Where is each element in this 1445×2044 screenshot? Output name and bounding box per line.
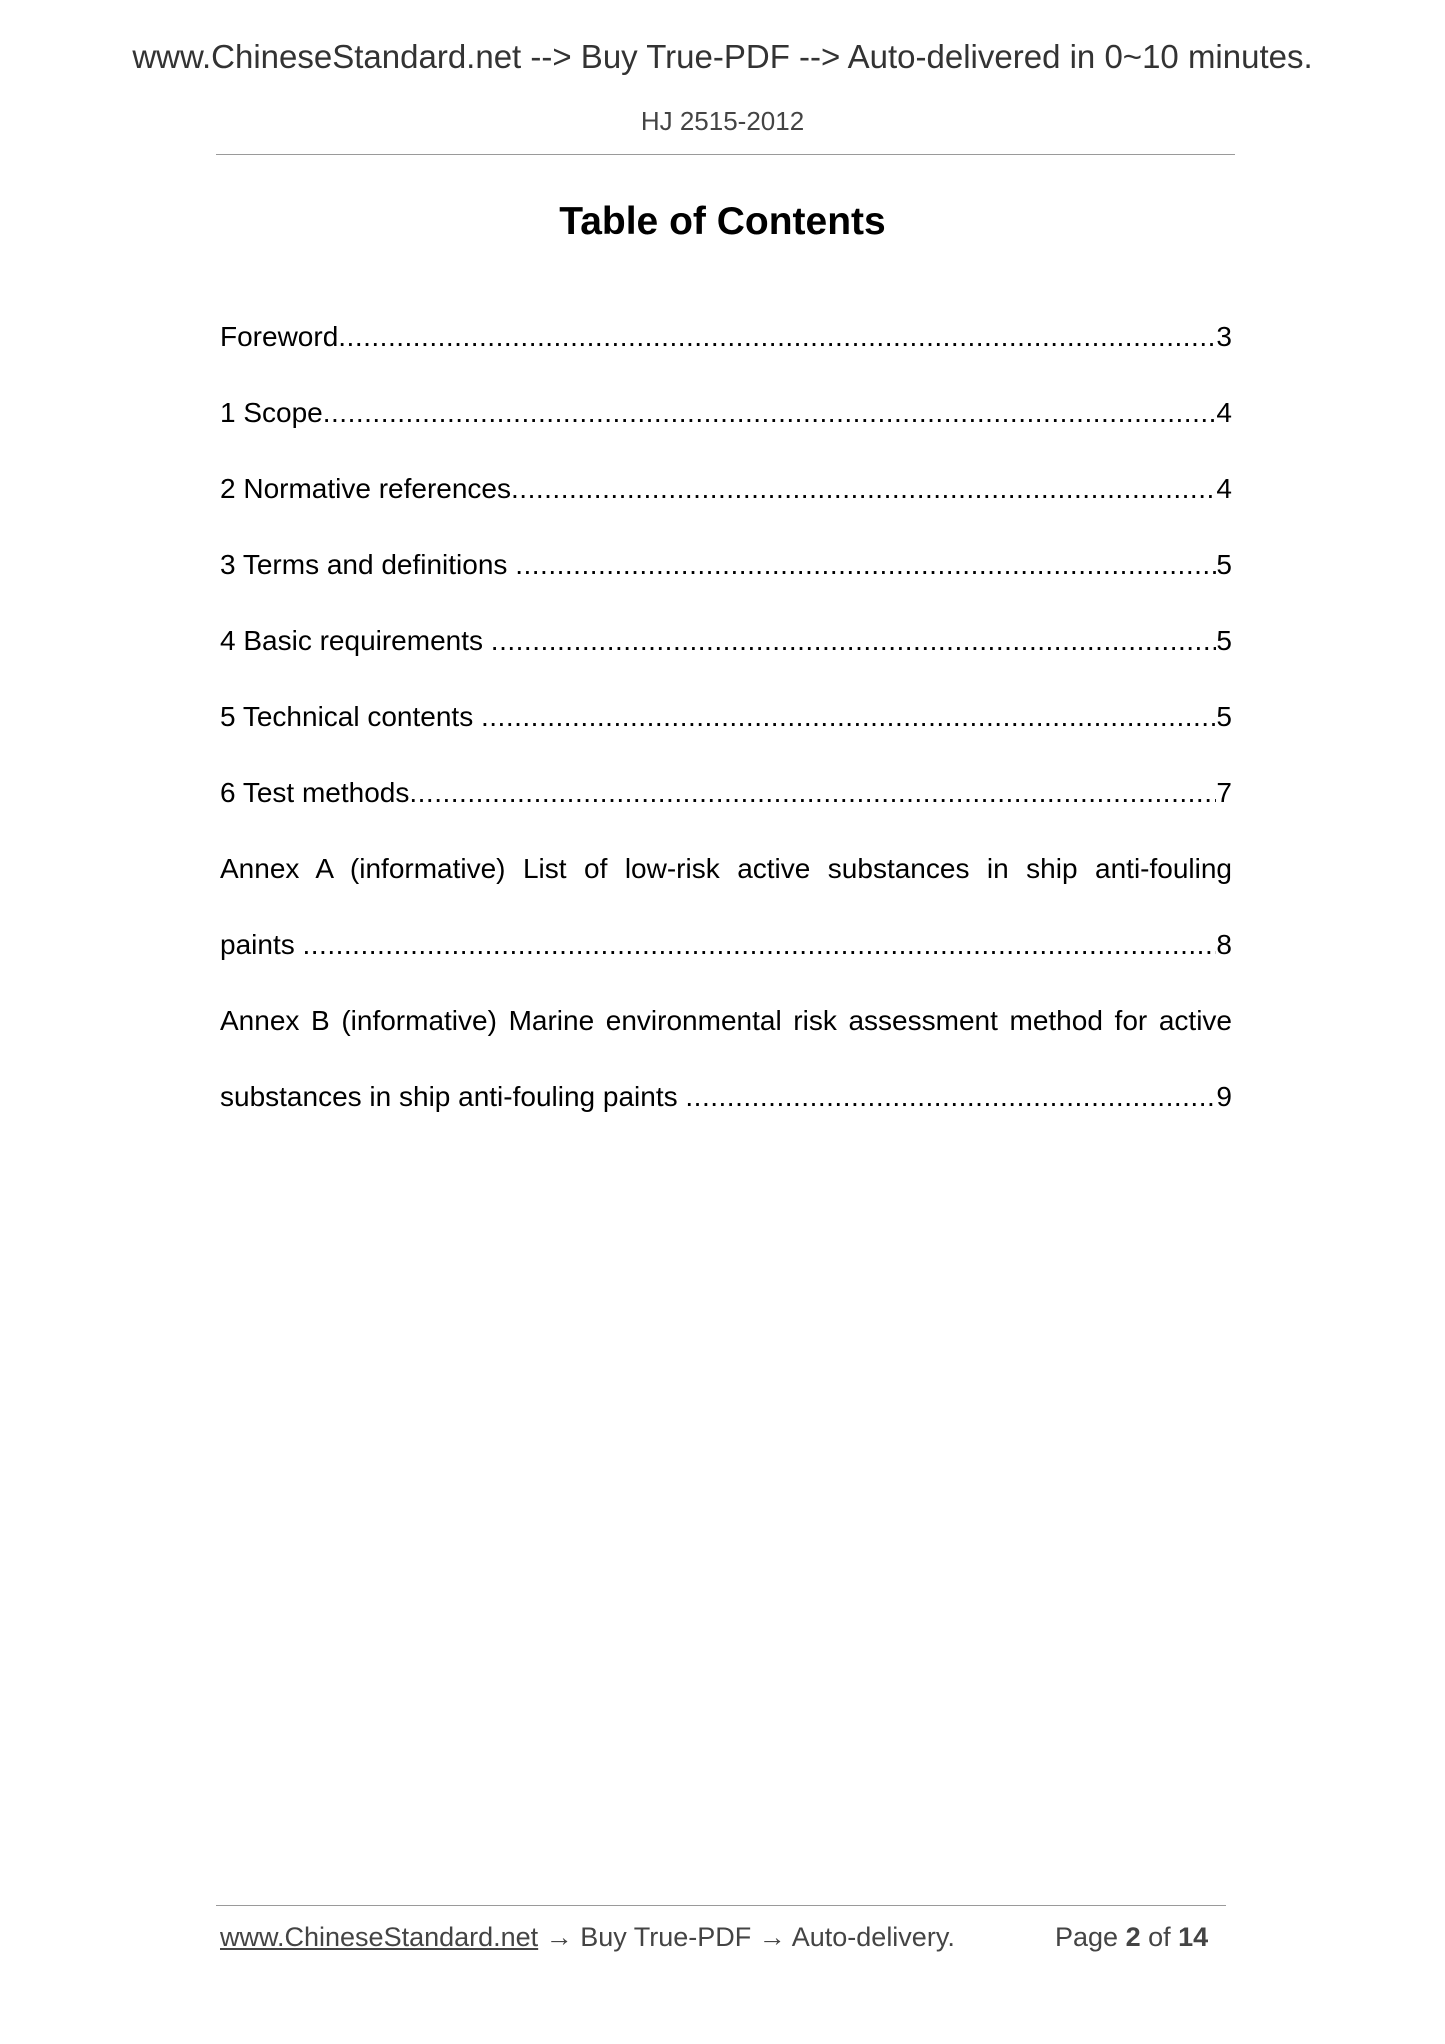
toc-entry-page: 5 [1216, 549, 1232, 580]
toc-entry-page: 7 [1216, 777, 1232, 808]
footer-tagline: → Buy True-PDF → Auto-delivery. [538, 1922, 955, 1952]
table-of-contents [220, 318, 1232, 1154]
toc-entry-annex-b[interactable] [220, 1078, 1232, 1154]
toc-entry-label: substances in ship anti-fouling paints [220, 1081, 686, 1112]
toc-entry-label: Foreword [220, 321, 339, 352]
toc-entry-basic-requirements[interactable] [220, 622, 1232, 698]
dot-leader [409, 774, 1216, 812]
toc-entry-technical-contents[interactable] [220, 698, 1232, 774]
toc-entry-annex-a[interactable] [220, 926, 1232, 1002]
dot-leader [515, 546, 1216, 584]
toc-entry-terms-and-definitions[interactable] [220, 546, 1232, 622]
dot-leader [323, 394, 1217, 432]
header-divider [216, 154, 1235, 155]
toc-entry-label: 3 Terms and definitions [220, 549, 516, 580]
top-banner: www.ChineseStandard.net --> Buy True-PDF --> Auto-delivered in 0~10 minutes. [132, 38, 1313, 75]
toc-entry-test-methods[interactable] [220, 774, 1232, 850]
page-number [1055, 1922, 1208, 1953]
dot-leader [685, 1078, 1216, 1116]
page-current: 2 [1125, 1922, 1141, 1952]
toc-entry-page: 5 [1216, 625, 1232, 656]
document-code: HJ 2515-2012 [640, 106, 805, 136]
toc-entry-page: 5 [1216, 701, 1232, 732]
page-label: Page [1055, 1922, 1126, 1952]
toc-entry-label: 5 Technical contents [220, 701, 481, 732]
footer-divider [216, 1905, 1226, 1906]
toc-entry-label: 4 Basic requirements [220, 625, 491, 656]
dot-leader [491, 622, 1217, 660]
toc-entry-label: paints [220, 929, 303, 960]
dot-leader [303, 926, 1217, 964]
footer-promo [220, 1922, 955, 1953]
toc-entry-page: 8 [1216, 929, 1232, 960]
page-total: 14 [1178, 1922, 1209, 1952]
dot-leader [481, 698, 1216, 736]
toc-entry-scope[interactable] [220, 394, 1232, 470]
toc-entry-foreword[interactable] [220, 318, 1232, 394]
toc-entry-page: 9 [1216, 1081, 1232, 1112]
dot-leader [511, 470, 1216, 508]
toc-entry-page: 4 [1216, 473, 1232, 504]
toc-entry-page: 4 [1216, 397, 1232, 428]
page-title: Table of Contents [559, 200, 886, 243]
footer-site-link[interactable]: www.ChineseStandard.net [220, 1922, 539, 1952]
toc-entry-normative-references[interactable] [220, 470, 1232, 546]
toc-entry-label: 1 Scope [220, 397, 323, 428]
dot-leader [338, 318, 1216, 356]
toc-entry-label: 6 Test methods [220, 777, 410, 808]
page-of: of [1140, 1922, 1179, 1952]
toc-entry-annex-a-line1[interactable]: Annex A (informative) List of low-risk active substances in ship anti-fouling [220, 853, 1232, 884]
toc-entry-annex-b-line1[interactable]: Annex B (informative) Marine environmental risk assessment method for active [220, 1005, 1232, 1036]
toc-entry-label: 2 Normative references [220, 473, 512, 504]
toc-entry-page: 3 [1216, 321, 1232, 352]
